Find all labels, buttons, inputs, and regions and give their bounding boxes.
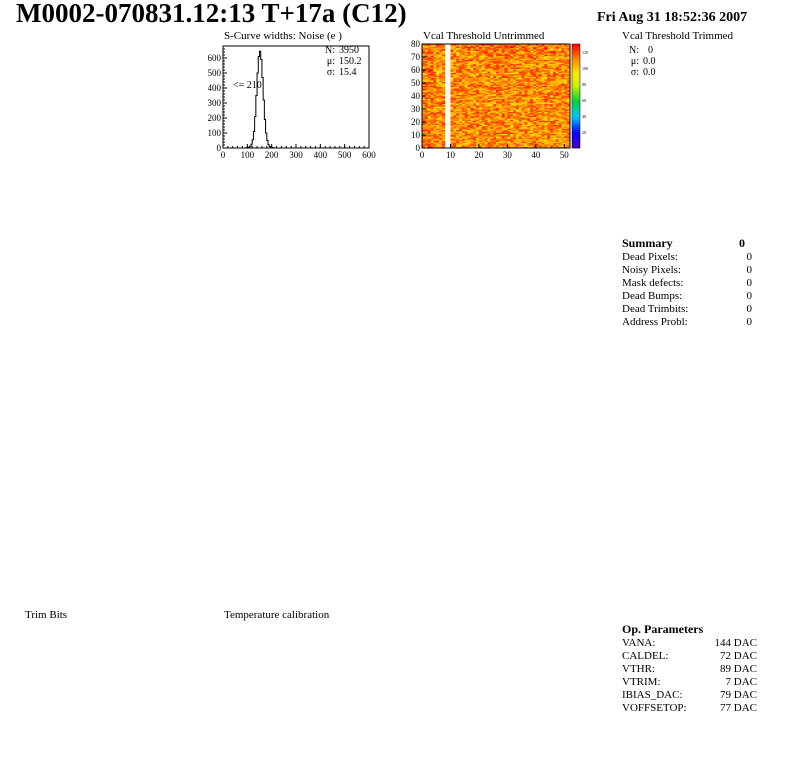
colorbar-segment <box>572 125 580 128</box>
colorbar-segment <box>572 93 580 96</box>
untrimmed-heatmap-chart <box>405 40 595 162</box>
colorbar-segment <box>572 52 580 55</box>
op-row-ibias-dac <box>622 689 757 702</box>
op-row-caldel <box>622 650 757 663</box>
colorbar-segment <box>572 138 580 141</box>
date-stamp: Fri Aug 31 18:52:36 2007 <box>597 10 748 25</box>
x-tick-label: 0 <box>419 150 425 160</box>
y-tick-label: 60 <box>411 65 420 75</box>
temperature-calibration-title: Temperature calibration <box>224 609 330 621</box>
colorbar-tick-label: 100 <box>582 66 588 71</box>
y-tick-label: 50 <box>411 78 420 88</box>
noise-histogram-stats <box>323 45 362 78</box>
x-tick-label: 600 <box>362 150 376 160</box>
colorbar-segment <box>572 140 580 143</box>
op-value: 144 DAC <box>714 637 757 649</box>
y-tick-label: 500 <box>208 68 221 78</box>
y-tick-label: 10 <box>411 130 420 140</box>
colorbar-segment <box>572 80 580 83</box>
y-tick-label: 600 <box>208 53 221 63</box>
summary-panel <box>622 236 752 329</box>
stats-mu-value: 150.2 <box>339 56 362 67</box>
summary-value: 0 <box>746 303 752 315</box>
trimmed-mu-label: μ: <box>630 56 639 67</box>
summary-value: 0 <box>746 277 752 289</box>
colorbar-segment <box>572 78 580 81</box>
x-tick-label: 10 <box>445 150 455 160</box>
colorbar-tick-label: 60 <box>582 98 586 103</box>
x-tick-label: 300 <box>289 150 303 160</box>
summary-row-noisy-pixels <box>622 264 752 277</box>
colorbar-segment <box>572 67 580 70</box>
colorbar-segment <box>572 60 580 63</box>
colorbar-segment <box>572 143 580 146</box>
y-tick-label: 200 <box>208 113 221 123</box>
op-label: CALDEL: <box>622 650 669 662</box>
stats-sigma-label: σ: <box>326 67 335 78</box>
colorbar-segment <box>572 132 580 135</box>
y-tick-label: 80 <box>411 40 420 49</box>
stats-mu-label: μ: <box>326 56 335 67</box>
op-label: VOFFSETOP: <box>622 702 687 714</box>
colorbar-segment <box>572 106 580 109</box>
colorbar-tick-label: 40 <box>582 114 586 119</box>
x-tick-label: 40 <box>531 150 541 160</box>
colorbar-tick-label: 120 <box>582 50 588 55</box>
noise-histogram-annotation: <= 210 <box>233 80 262 91</box>
summary-row-address-probl <box>622 316 752 329</box>
summary-total: 0 <box>739 236 745 250</box>
x-tick-label: 500 <box>337 150 352 160</box>
colorbar-segment <box>572 49 580 52</box>
op-label: VTRIM: <box>622 676 661 688</box>
colorbar-segment <box>572 44 580 47</box>
x-tick-label: 200 <box>264 150 279 160</box>
summary-row-dead-pixels <box>622 251 752 264</box>
colorbar-segment <box>572 70 580 73</box>
colorbar-segment <box>572 62 580 65</box>
stats-n-value: 3950 <box>339 45 359 56</box>
colorbar-segment <box>572 130 580 133</box>
summary-label: Noisy Pixels: <box>622 264 681 276</box>
colorbar-segment <box>572 117 580 120</box>
op-row-vtrim <box>622 676 757 689</box>
stats-n-label: N: <box>325 45 335 56</box>
untrimmed-map-title: Vcal Threshold Untrimmed <box>423 30 545 42</box>
y-tick-label: 30 <box>411 104 420 114</box>
colorbar-segment <box>572 99 580 102</box>
colorbar-segment <box>572 119 580 122</box>
page-title: M0002-070831.12:13 T+17a (C12) <box>16 0 407 28</box>
colorbar-segment <box>572 88 580 91</box>
op-row-voffsetop <box>622 702 757 715</box>
summary-label: Mask defects: <box>622 277 684 289</box>
op-label: VTHR: <box>622 663 655 675</box>
op-parameters-panel <box>622 622 757 715</box>
colorbar-segment <box>572 47 580 50</box>
op-value: 79 DAC <box>720 689 757 701</box>
colorbar-segment <box>572 83 580 86</box>
colorbar-segment <box>572 73 580 76</box>
summary-value: 0 <box>746 316 752 328</box>
trimmed-sigma-label: σ: <box>630 67 639 78</box>
summary-value: 0 <box>746 290 752 302</box>
trimmed-map-title: Vcal Threshold Trimmed <box>622 30 734 42</box>
colorbar-segment <box>572 112 580 115</box>
op-value: 72 DAC <box>720 650 757 662</box>
trim-bits-title: Trim Bits <box>25 609 68 621</box>
colorbar-segment <box>572 91 580 94</box>
op-label: VANA: <box>622 637 656 649</box>
colorbar-segment <box>572 86 580 89</box>
untrimmed-heatmap-colorbar <box>572 44 580 148</box>
colorbar-tick-label: 20 <box>582 130 586 135</box>
x-tick-label: 0 <box>220 150 226 160</box>
summary-value: 0 <box>746 264 752 276</box>
x-tick-label: 30 <box>502 150 512 160</box>
colorbar-segment <box>572 104 580 107</box>
summary-value: 0 <box>746 251 752 263</box>
x-tick-label: 400 <box>313 150 328 160</box>
x-tick-label: 50 <box>559 150 569 160</box>
summary-row-mask-defects <box>622 277 752 290</box>
colorbar-segment <box>572 127 580 130</box>
trimmed-mu-value: 0.0 <box>643 56 656 67</box>
untrimmed-heatmap-colorbar-ticks <box>582 50 588 135</box>
y-tick-label: 40 <box>411 91 420 101</box>
trimmed-stats <box>627 45 656 78</box>
colorbar-segment <box>572 135 580 138</box>
colorbar-segment <box>572 75 580 78</box>
y-tick-label: 300 <box>208 98 221 108</box>
y-tick-label: 70 <box>411 52 420 62</box>
y-tick-label: 0 <box>216 143 221 153</box>
y-tick-label: 20 <box>411 117 420 127</box>
colorbar-tick-label: 80 <box>582 82 586 87</box>
trimmed-sigma-value: 0.0 <box>643 67 656 78</box>
summary-label: Address Probl: <box>622 316 688 328</box>
y-tick-label: 0 <box>415 143 420 153</box>
summary-row-dead-trimbits <box>622 303 752 316</box>
op-value: 89 DAC <box>720 663 757 675</box>
y-tick-label: 400 <box>208 83 221 93</box>
summary-row-dead-bumps <box>622 290 752 303</box>
op-value: 77 DAC <box>720 702 757 714</box>
stats-sigma-value: 15.4 <box>339 67 357 78</box>
untrimmed-heatmap-cells <box>422 44 570 148</box>
op-label: IBIAS_DAC: <box>622 689 683 701</box>
colorbar-segment <box>572 65 580 68</box>
colorbar-segment <box>572 96 580 99</box>
trimmed-n-label: N: <box>629 45 639 56</box>
x-tick-label: 20 <box>474 150 484 160</box>
y-tick-label: 100 <box>208 128 221 138</box>
op-value: 7 DAC <box>725 676 757 688</box>
summary-label: Dead Trimbits: <box>622 303 689 315</box>
summary-label: Dead Bumps: <box>622 290 683 302</box>
colorbar-segment <box>572 122 580 125</box>
summary-label: Dead Pixels: <box>622 251 678 263</box>
op-parameters-title: Op. Parameters <box>622 622 704 636</box>
op-row-vana <box>622 637 757 650</box>
colorbar-segment <box>572 114 580 117</box>
summary-header <box>622 236 752 251</box>
noise-histogram-title: S-Curve widths: Noise (e ) <box>224 30 342 42</box>
colorbar-segment <box>572 54 580 57</box>
colorbar-segment <box>572 101 580 104</box>
x-tick-label: 100 <box>240 150 255 160</box>
colorbar-segment <box>572 57 580 60</box>
summary-title: Summary <box>622 236 673 250</box>
colorbar-segment <box>572 109 580 112</box>
op-row-vthr <box>622 663 757 676</box>
trimmed-n-value: 0 <box>648 45 653 56</box>
